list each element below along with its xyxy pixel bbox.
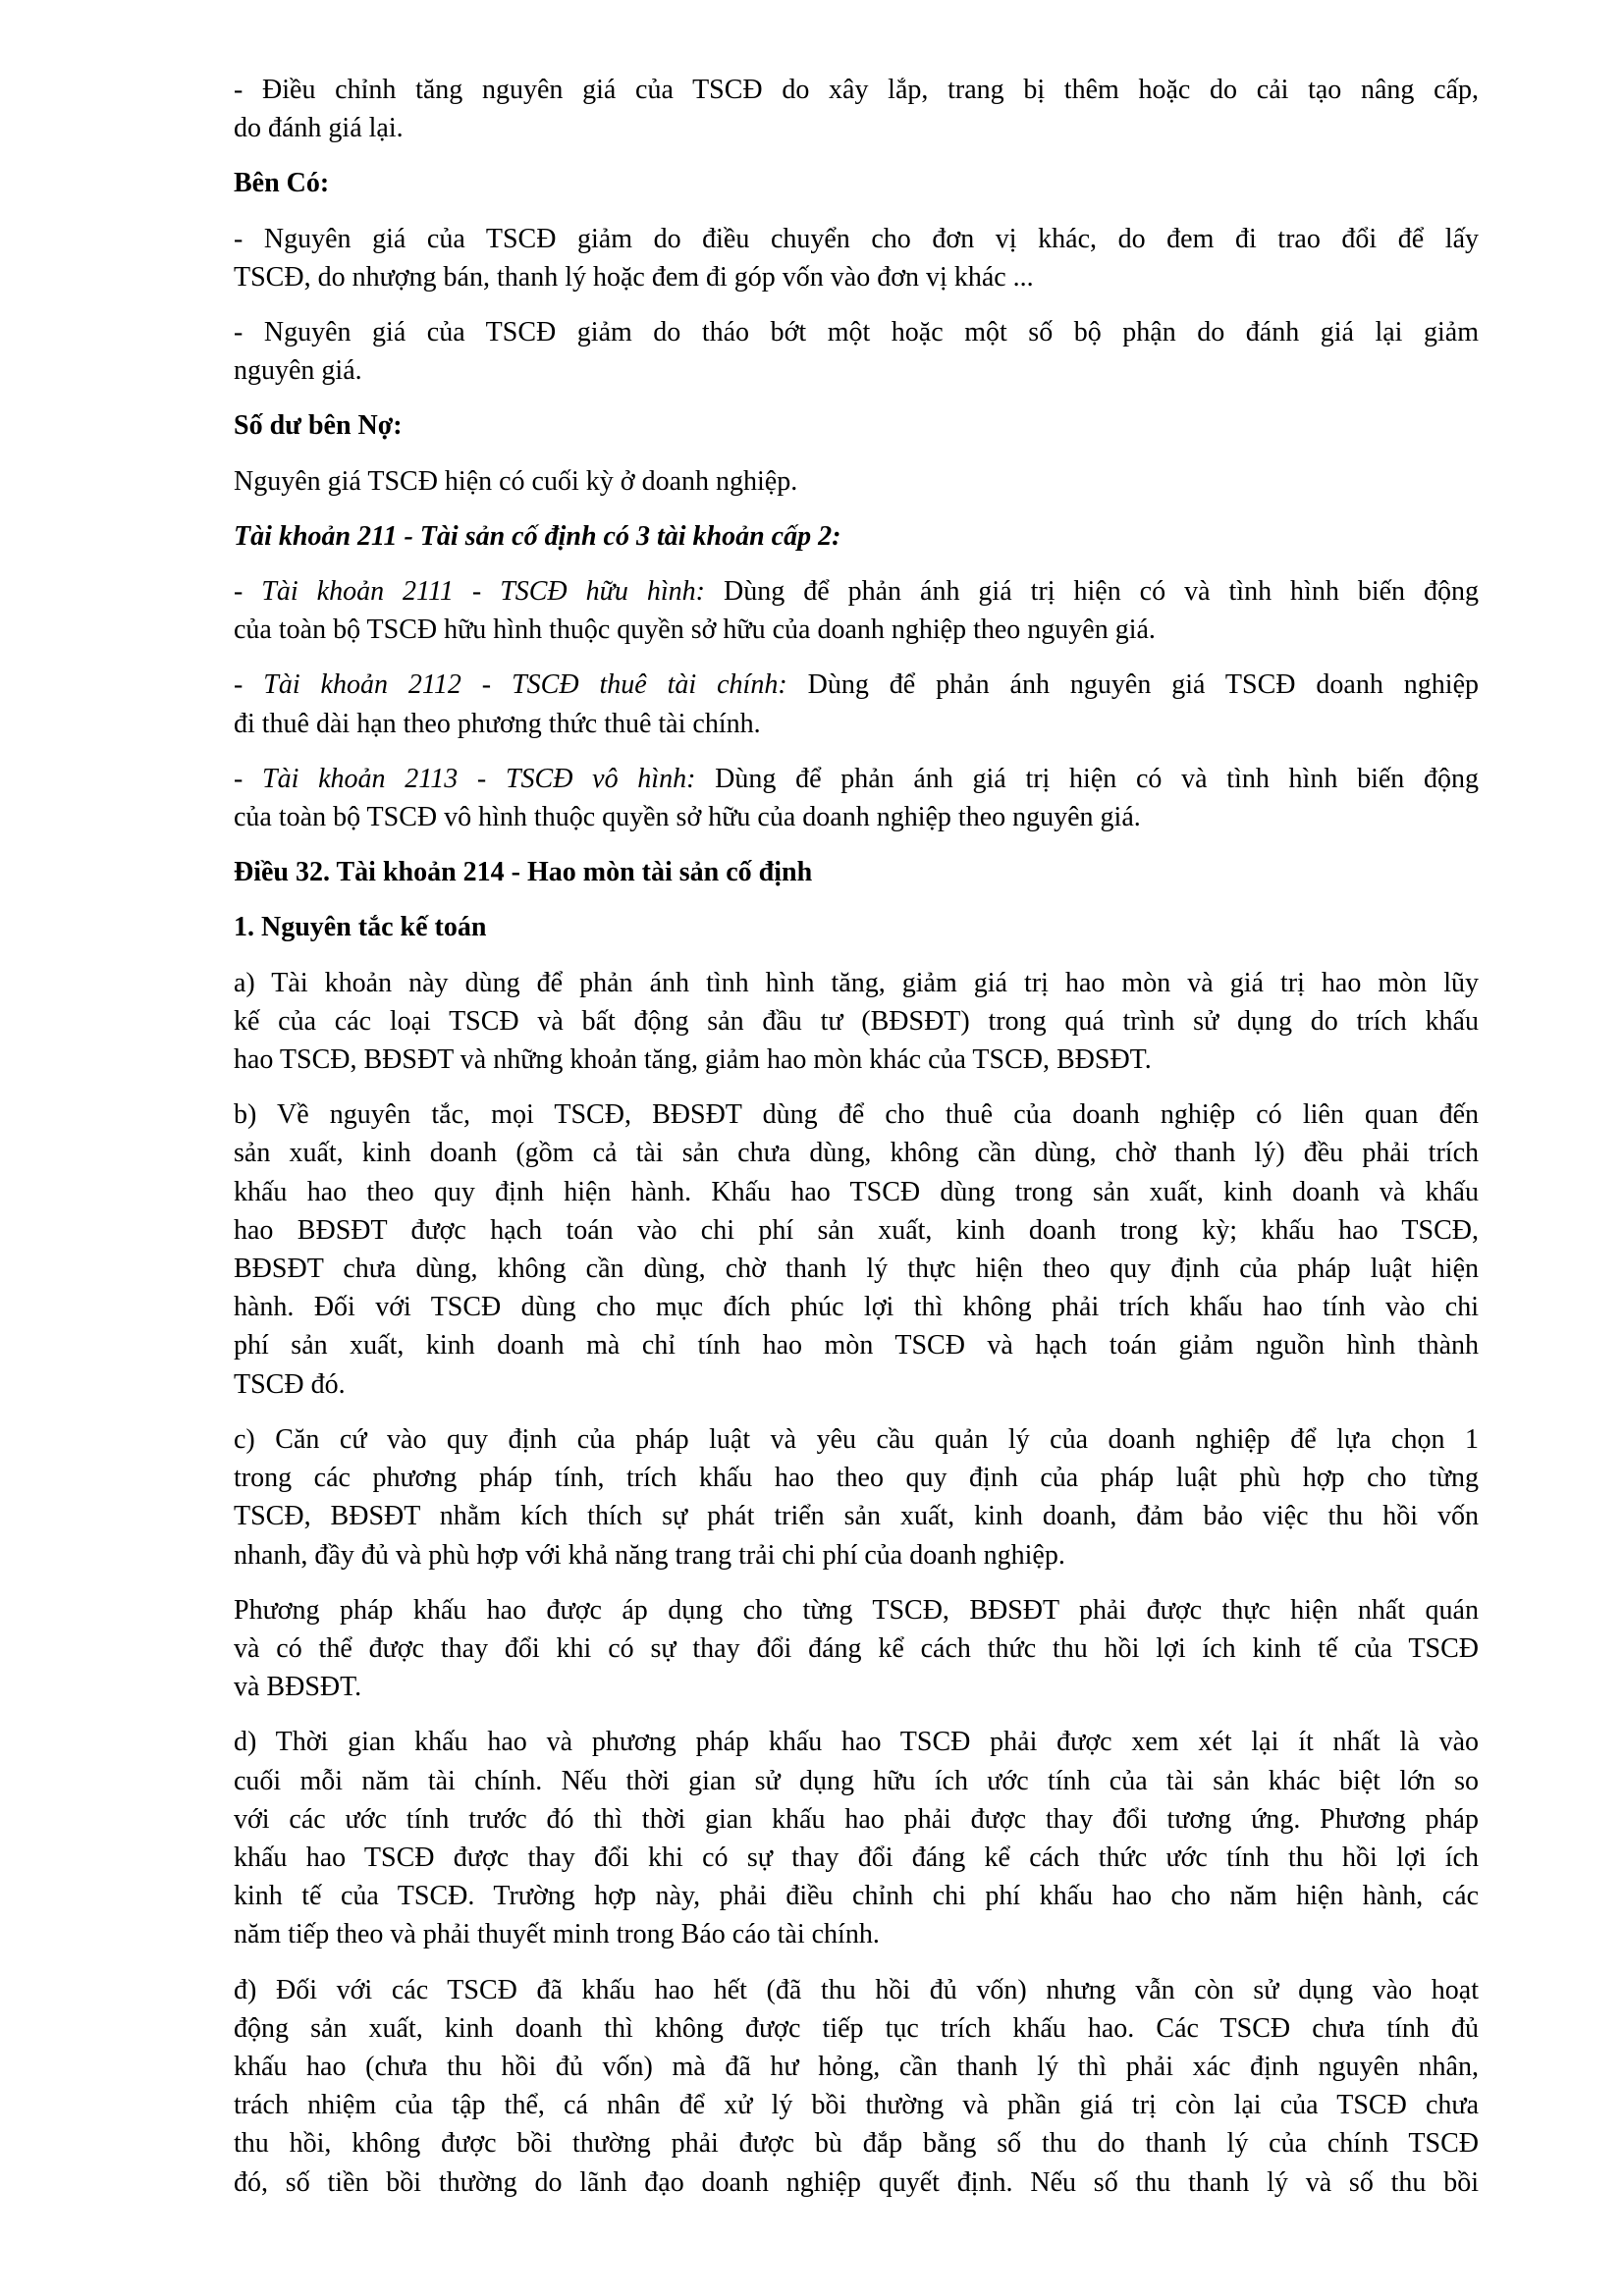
section-heading bbox=[234, 517, 1479, 556]
paragraph bbox=[234, 313, 1479, 390]
text-line: hao TSCĐ, BĐSĐT và những khoản tăng, giảm hao mòn khác của TSCĐ, BĐSĐT. bbox=[234, 1044, 1152, 1076]
text-line: đi thuê dài hạn theo phương thức thuê tài chính. bbox=[234, 708, 761, 739]
text-line: khấu hao TSCĐ được thay đổi khi có sự thay đổi đáng kể cách thức ước tính thu hồi lợi ích bbox=[234, 1842, 1479, 1873]
text-line: c) Căn cứ vào quy định của pháp luật và yêu cầu quản lý của doanh nghiệp để lựa chọn 1 bbox=[234, 1423, 1479, 1455]
text-line: khấu hao theo quy định hiện hành. Khấu hao TSCĐ dùng trong sản xuất, kinh doanh và khấu bbox=[234, 1176, 1479, 1207]
text-line: trách nhiệm của tập thể, cá nhân để xử lý bồi thường và phần giá trị còn lại của TSCĐ chưa bbox=[234, 2090, 1479, 2121]
text-line: b) Về nguyên tắc, mọi TSCĐ, BĐSĐT dùng để cho thuê của doanh nghiệp có liên quan đến bbox=[234, 1099, 1479, 1131]
section-heading bbox=[234, 853, 1479, 891]
text-line: Bên Có: bbox=[234, 168, 330, 199]
paragraph bbox=[234, 1420, 1479, 1575]
text-line: trong các phương pháp tính, trích khấu hao theo quy định của pháp luật phù hợp cho từng bbox=[234, 1463, 1479, 1494]
text-line: do đánh giá lại. bbox=[234, 113, 404, 144]
paragraph bbox=[234, 1591, 1479, 1707]
text-line: thu hồi, không được bồi thường phải được bù đắp bằng số thu do thanh lý của chính TSCĐ bbox=[234, 2128, 1479, 2160]
text-line: của toàn bộ TSCĐ vô hình thuộc quyền sở hữu của doanh nghiệp theo nguyên giá. bbox=[234, 802, 1141, 833]
text-line: kế của các loại TSCĐ và bất động sản đầu tư (BĐSĐT) trong quá trình sử dụng do trích khấu bbox=[234, 1005, 1479, 1037]
text-line: - Điều chỉnh tăng nguyên giá của TSCĐ do xây lắp, trang bị thêm hoặc do cải tạo nâng cấp, bbox=[234, 75, 1479, 105]
section-heading bbox=[234, 908, 1479, 946]
text-line: TSCĐ đó. bbox=[234, 1368, 346, 1400]
text-line: TSCĐ, BĐSĐT nhằm kích thích sự phát triển sản xuất, kinh doanh, đảm bảo việc thu hồi vốn bbox=[234, 1501, 1479, 1532]
text-line bbox=[234, 760, 1479, 798]
paragraph bbox=[234, 220, 1479, 296]
paragraph bbox=[234, 964, 1479, 1080]
document-page bbox=[234, 71, 1479, 2218]
text-line: Tài khoản 211 - Tài sản cố định có 3 tài khoản cấp 2: bbox=[234, 520, 841, 552]
text-line: và BĐSĐT. bbox=[234, 1672, 362, 1703]
text-line bbox=[234, 572, 1479, 611]
text-line: 1. Nguyên tắc kế toán bbox=[234, 912, 487, 943]
text-line: đ) Đối với các TSCĐ đã khấu hao hết (đã thu hồi đủ vốn) nhưng vẫn còn sử dụng vào hoạt bbox=[234, 1974, 1479, 2005]
text-line: động sản xuất, kinh doanh thì không được tiếp tục trích khấu hao. Các TSCĐ chưa tính đủ bbox=[234, 2012, 1479, 2044]
text-line: phí sản xuất, kinh doanh mà chỉ tính hao mòn TSCĐ và hạch toán giảm nguồn hình thành bbox=[234, 1330, 1479, 1362]
paragraph bbox=[234, 572, 1479, 649]
paragraph bbox=[234, 1095, 1479, 1404]
text-line: nhanh, đầy đủ và phù hợp với khả năng trang trải chi phí của doanh nghiệp. bbox=[234, 1539, 1065, 1571]
text-line: TSCĐ, do nhượng bán, thanh lý hoặc đem đi góp vốn vào đơn vị khác ... bbox=[234, 261, 1034, 293]
section-heading bbox=[234, 406, 1479, 445]
text-line: BĐSĐT chưa dùng, không cần dùng, chờ thanh lý thực hiện theo quy định của pháp luật hiện bbox=[234, 1254, 1479, 1285]
text-line: hành. Đối với TSCĐ dùng cho mục đích phúc lợi thì không phải trích khấu hao tính vào chi bbox=[234, 1292, 1479, 1323]
account-label: - Tài khoản 2113 - TSCĐ vô hình: bbox=[234, 763, 696, 794]
text-line: với các ước tính trước đó thì thời gian khấu hao phải được thay đổi tương ứng. Phương pháp bbox=[234, 1803, 1479, 1835]
paragraph bbox=[234, 71, 1479, 147]
text-line: - Nguyên giá của TSCĐ giảm do điều chuyển cho đơn vị khác, do đem đi trao đổi để lấy bbox=[234, 223, 1479, 254]
text-line: của toàn bộ TSCĐ hữu hình thuộc quyền sở hữu của doanh nghiệp theo nguyên giá. bbox=[234, 614, 1156, 646]
account-description: Dùng để phản ánh giá trị hiện có và tình hình biến động bbox=[695, 763, 1479, 794]
text-line bbox=[234, 666, 1479, 704]
account-description: Dùng để phản ánh giá trị hiện có và tình hình biến động bbox=[705, 576, 1480, 608]
account-description: Dùng để phản ánh nguyên giá TSCĐ doanh nghiệp bbox=[786, 669, 1479, 701]
text-line: Phương pháp khấu hao được áp dụng cho từng TSCĐ, BĐSĐT phải được thực hiện nhất quán bbox=[234, 1594, 1479, 1626]
text-line: năm tiếp theo và phải thuyết minh trong Báo cáo tài chính. bbox=[234, 1919, 880, 1950]
text-line: - Nguyên giá của TSCĐ giảm do tháo bớt một hoặc một số bộ phận do đánh giá lại giảm bbox=[234, 317, 1479, 348]
text-line: Số dư bên Nợ: bbox=[234, 410, 403, 442]
paragraph bbox=[234, 760, 1479, 836]
text-line: đó, số tiền bồi thường do lãnh đạo doanh nghiệp quyết định. Nếu số thu thanh lý và số thu bồi bbox=[234, 2166, 1479, 2198]
text-line: cuối mỗi năm tài chính. Nếu thời gian sử dụng hữu ích ước tính của tài sản khác biệt lớn so bbox=[234, 1765, 1479, 1796]
text-line: sản xuất, kinh doanh (gồm cả tài sản chưa dùng, không cần dùng, chờ thanh lý) đều phải trích bbox=[234, 1138, 1479, 1169]
text-line: khấu hao (chưa thu hồi đủ vốn) mà đã hư hỏng, cần thanh lý thì phải xác định nguyên nhân, bbox=[234, 2051, 1479, 2082]
text-line: a) Tài khoản này dùng để phản ánh tình hình tăng, giảm giá trị hao mòn và giá trị hao mòn lũy bbox=[234, 967, 1479, 998]
text-line: Nguyên giá TSCĐ hiện có cuối kỳ ở doanh nghiệp. bbox=[234, 465, 798, 497]
text-line: nguyên giá. bbox=[234, 355, 362, 387]
paragraph bbox=[234, 1971, 1479, 2202]
paragraph bbox=[234, 666, 1479, 742]
text-line: Điều 32. Tài khoản 214 - Hao mòn tài sản cố định bbox=[234, 857, 813, 888]
text-line: kinh tế của TSCĐ. Trường hợp này, phải điều chỉnh chi phí khấu hao cho năm hiện hành, các bbox=[234, 1881, 1479, 1912]
paragraph bbox=[234, 462, 1479, 501]
account-label: - Tài khoản 2111 - TSCĐ hữu hình: bbox=[234, 576, 706, 608]
section-heading bbox=[234, 164, 1479, 202]
text-line: hao BĐSĐT được hạch toán vào chi phí sản xuất, kinh doanh trong kỳ; khấu hao TSCĐ, bbox=[234, 1214, 1479, 1246]
paragraph bbox=[234, 1723, 1479, 1953]
text-line: d) Thời gian khấu hao và phương pháp khấu hao TSCĐ phải được xem xét lại ít nhất là vào bbox=[234, 1727, 1479, 1758]
text-line: và có thể được thay đổi khi có sự thay đổi đáng kể cách thức thu hồi lợi ích kinh tế của TSCĐ bbox=[234, 1632, 1479, 1664]
account-label: - Tài khoản 2112 - TSCĐ thuê tài chính: bbox=[234, 669, 787, 701]
